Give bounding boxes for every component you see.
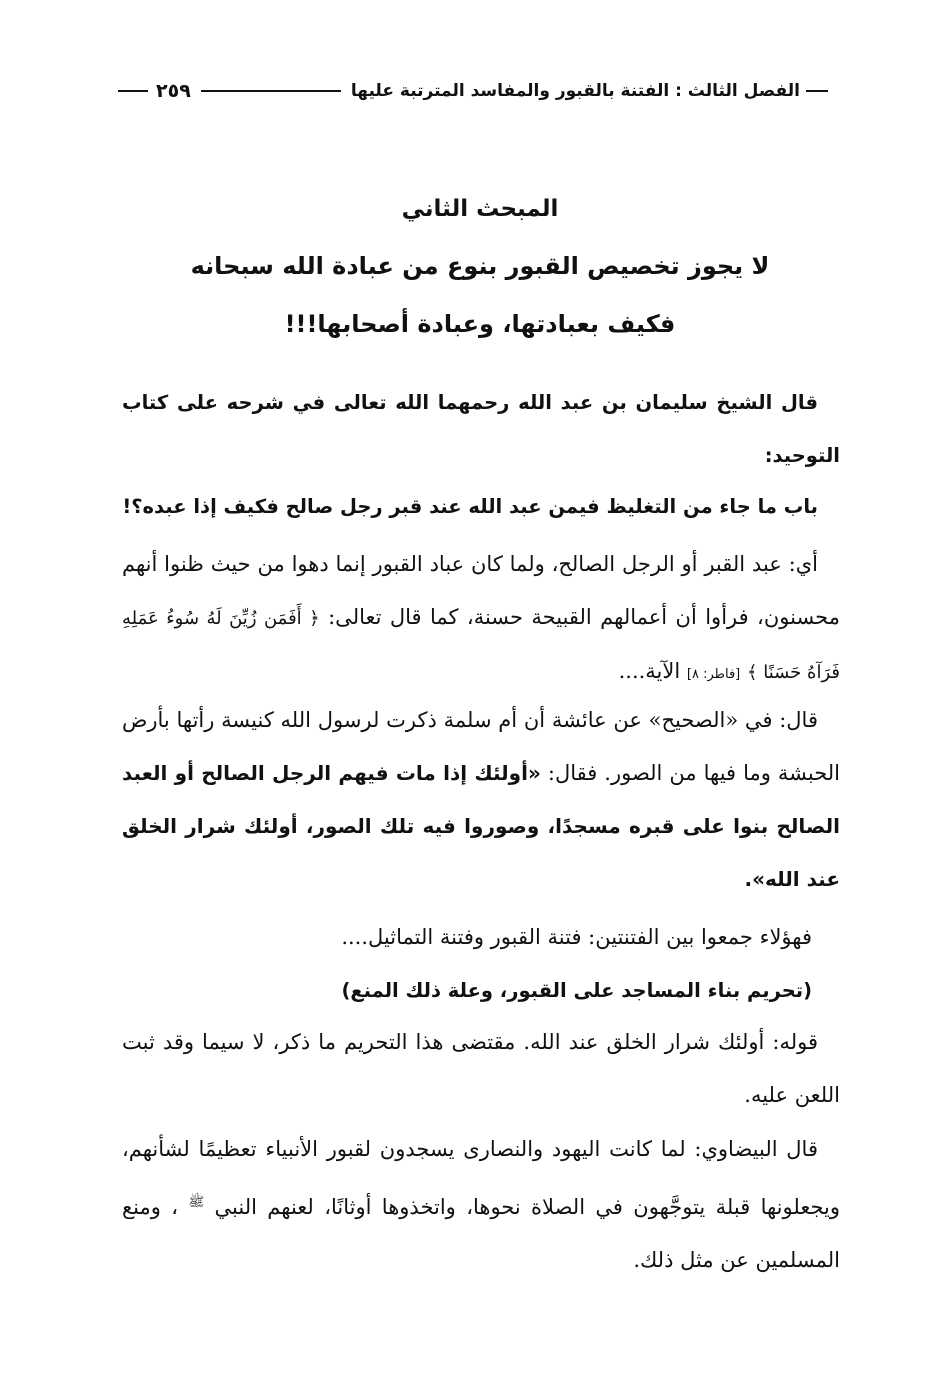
paragraph-explanation <box>122 538 840 701</box>
paragraph-text: أي: عبد القبر أو الرجل الصالح، ولما كان عباد القبور إنما دهوا من حيث ظنوا أنهم محسنون، فرأوا أن أعمالهم القبيحة حسنة، كما قال تعالى: <box>122 552 840 629</box>
section-title-line1: لا يجوز تخصيص القبور بنوع من عبادة الله سبحانه <box>190 252 770 280</box>
salutation-glyph: ﷺ <box>188 1195 205 1210</box>
paragraph-text: قال البيضاوي: لما كانت اليهود والنصارى يسجدون لقبور الأنبياء تعظيمًا لشأنهم، ويجعلونها قبلة يتوجَّهون في الصلاة نحوها، واتخذوها أوثانًا، لعنهم النبي <box>122 1137 840 1219</box>
paragraph-baydawi <box>122 1123 840 1287</box>
header-rule <box>201 90 341 92</box>
paragraph-text: قال: في «الصحيح» عن عائشة أن أم سلمة ذكرت لرسول الله كنيسة رأتها بأرض الحبشة وما فيها من الصور. فقال: <box>122 708 840 785</box>
hadith-quote: «أولئك إذا مات فيهم الرجل الصالح أو العبد الصالح بنوا على قبره مسجدًا، وصوروا فيه تلك الصور، أولئك شرار الخلق عند الله». <box>122 761 840 891</box>
paragraph-intro: قال الشيخ سليمان بن عبد الله رحمهما الله تعالى في شرحه على كتاب التوحيد: <box>122 391 840 467</box>
paragraph-tail: ، ومنع المسلمين عن مثل ذلك. <box>122 1195 840 1272</box>
page-number: ٢٥٩ <box>156 80 191 102</box>
chapter-title: الفصل الثالث : الفتنة بالقبور والمفاسد المترتبة عليها <box>350 81 800 101</box>
paragraph-hadith <box>122 694 840 906</box>
section-heading: المبحث الثاني <box>401 196 559 222</box>
subheading-prohibition: (تحريم بناء المساجد على القبور، وعلة ذلك المنع) <box>341 979 812 1002</box>
paragraph-two-fitnas: فهؤلاء جمعوا بين الفتنتين: فتنة القبور وفتنة التماثيل.... <box>341 925 812 949</box>
verse-reference: [فاطر: ٨] <box>686 667 741 682</box>
paragraph-tail: الآية.... <box>618 659 681 683</box>
section-title-line2: فكيف بعبادتها، وعبادة أصحابها!!! <box>284 310 676 338</box>
chapter-quote: باب ما جاء من التغليظ فيمن عبد الله عند قبر رجل صالح فكيف إذا عبده؟! <box>122 495 818 518</box>
paragraph-commentary: قوله: أولئك شرار الخلق عند الله. مقتضى هذا التحريم ما ذكر، لا سيما وقد ثبت اللعن عليه. <box>122 1030 840 1107</box>
running-header <box>118 74 828 108</box>
header-rule-end <box>118 90 148 92</box>
quran-verse: ﴿ أَفَمَن زُيِّنَ لَهُ سُوءُ عَمَلِهِ فَرَآهُ حَسَنًا ﴾ <box>122 608 840 683</box>
header-rule-start <box>806 90 828 92</box>
